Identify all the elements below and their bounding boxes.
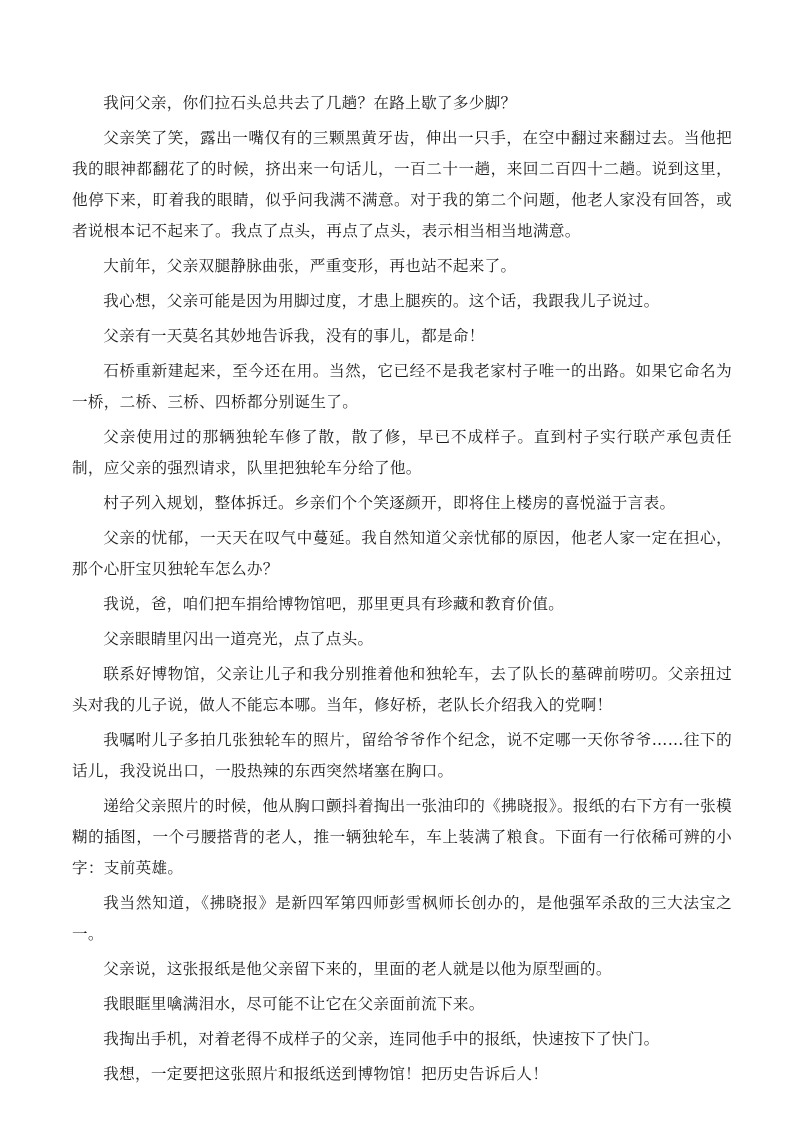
paragraph-8: 村子列入规划，整体拆迁。乡亲们个个笑逐颜开，即将住上楼房的喜悦溢于言表。 bbox=[103, 494, 676, 512]
paragraph-17: 我眼眶里噙满泪水，尽可能不让它在父亲面前流下来。 bbox=[103, 995, 485, 1013]
paragraph-6: 石桥重新建起来，至今还在用。当然，它已经不是我老家村子唯一的出路。如果它命名为一桥，二桥、三桥、四桥都分别诞生了。 bbox=[72, 362, 732, 411]
paragraph-16: 父亲说，这张报纸是他父亲留下来的，里面的老人就是以他为原型画的。 bbox=[103, 960, 612, 978]
paragraph-7: 父亲使用过的那辆独轮车修了散，散了修，早已不成样子。直到村子实行联产承包责任制，应父亲的强烈请求，队里把独轮车分给了他。 bbox=[72, 428, 732, 477]
paragraph-9: 父亲的忧郁，一天天在叹气中蔓延。我自然知道父亲忧郁的原因，他老人家一定在担心，那个心肝宝贝独轮车怎么办？ bbox=[72, 529, 732, 578]
paragraph-15: 我当然知道，《拂晓报》是新四军第四师彭雪枫师长创办的，是他强军杀敌的三大法宝之一。 bbox=[72, 894, 732, 943]
paragraph-4: 我心想，父亲可能是因为用脚过度，才患上腿疾的。这个话，我跟我儿子说过。 bbox=[103, 292, 660, 310]
paragraph-10: 我说，爸，咱们把车捐给博物馆吧，那里更具有珍藏和教育价值。 bbox=[103, 595, 565, 613]
paragraph-5: 父亲有一天莫名其妙地告诉我，没有的事儿，都是命！ bbox=[103, 327, 485, 345]
paragraph-11: 父亲眼睛里闪出一道亮光，点了点头。 bbox=[103, 630, 374, 648]
paragraph-19: 我想，一定要把这张照片和报纸送到博物馆！把历史告诉后人！ bbox=[103, 1065, 549, 1083]
paragraph-18: 我掏出手机，对着老得不成样子的父亲，连同他手中的报纸，快速按下了快门。 bbox=[103, 1030, 660, 1048]
paragraph-3: 大前年，父亲双腿静脉曲张，严重变形，再也站不起来了。 bbox=[103, 257, 517, 275]
paragraph-1: 我问父亲，你们拉石头总共去了几趟？在路上歇了多少脚？ bbox=[103, 94, 517, 112]
paragraph-12: 联系好博物馆，父亲让儿子和我分别推着他和独轮车，去了队长的墓碑前唠叨。父亲扭过头对我的儿子说，做人不能忘本哪。当年，修好桥，老队长介绍我入的党啊！ bbox=[72, 665, 732, 714]
document-body bbox=[72, 88, 732, 1094]
paragraph-2: 父亲笑了笑，露出一嘴仅有的三颗黑黄牙齿，伸出一只手，在空中翻过来翻过去。当他把我的眼神都翻花了的时候，挤出来一句话儿，一百二十一趟，来回二百四十二趟。说到这里，他停下来，盯着我的眼睛，似乎问我满不满意。对于我的第二个问题，他老人家没有回答，或者说根本记不起来了。我点了点头，再点了点头，表示相当相当地满意。 bbox=[72, 129, 732, 240]
paragraph-14: 递给父亲照片的时候，他从胸口颤抖着掏出一张油印的《拂晓报》。报纸的右下方有一张模糊的插图，一个弓腰搭背的老人，推一辆独轮车，车上装满了粮食。下面有一行依稀可辨的小字：支前英雄。 bbox=[72, 797, 732, 877]
paragraph-13: 我嘱咐儿子多拍几张独轮车的照片，留给爷爷作个纪念，说不定哪一天你爷爷……往下的话儿，我没说出口，一股热辣的东西突然堵塞在胸口。 bbox=[72, 731, 732, 780]
